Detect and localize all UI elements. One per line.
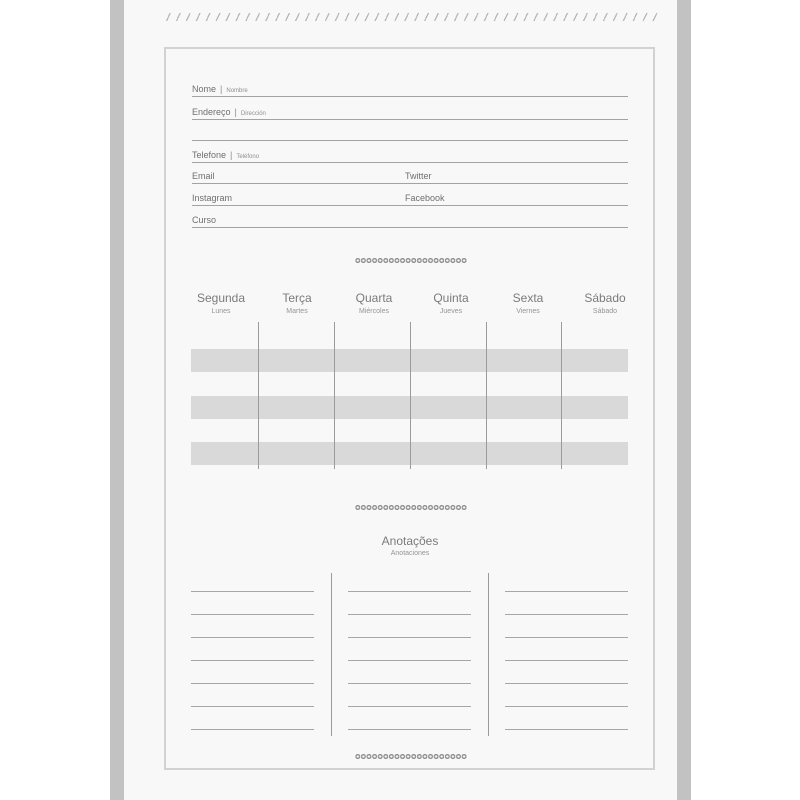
dot-divider-top: [355, 257, 467, 264]
notes-heading: Anotações Anotaciones: [381, 534, 439, 557]
note-line[interactable]: [191, 660, 314, 661]
schedule-column-divider: [258, 322, 259, 469]
schedule-column-divider: [334, 322, 335, 469]
day-header-saturday: Sábado Sábado: [584, 291, 626, 315]
note-line[interactable]: [505, 591, 628, 592]
dot-divider-middle: [355, 504, 467, 511]
schedule-column-divider: [410, 322, 411, 469]
day-header-monday: Segunda Lunes: [196, 291, 246, 315]
note-line[interactable]: [348, 591, 471, 592]
facebook-field-label: Facebook: [405, 193, 445, 203]
note-line[interactable]: [505, 729, 628, 730]
address-field-line[interactable]: [192, 119, 628, 120]
address-field-line-2[interactable]: [192, 140, 628, 141]
note-line[interactable]: [348, 683, 471, 684]
schedule-column-divider: [486, 322, 487, 469]
day-header-thursday: Quinta Jueves: [433, 291, 469, 315]
name-field-label: Nome | Nombre: [192, 84, 248, 94]
right-edge-bar: [677, 0, 691, 800]
name-field-line[interactable]: [192, 96, 628, 97]
note-line[interactable]: [505, 683, 628, 684]
note-line[interactable]: [348, 706, 471, 707]
note-line[interactable]: [348, 660, 471, 661]
note-line[interactable]: [348, 614, 471, 615]
notes-column-divider: [488, 573, 489, 736]
phone-field-label: Telefone | Teléfono: [192, 150, 260, 160]
day-header-wednesday: Quarta Miércoles: [355, 291, 393, 315]
hatch-pattern: [164, 13, 660, 21]
instagram-field-label: Instagram: [192, 193, 233, 203]
note-line[interactable]: [505, 614, 628, 615]
note-line[interactable]: [191, 591, 314, 592]
email-twitter-field-line[interactable]: [192, 183, 628, 184]
note-line[interactable]: [191, 683, 314, 684]
instagram-facebook-field-line[interactable]: [192, 205, 628, 206]
note-line[interactable]: [505, 637, 628, 638]
note-line[interactable]: [348, 729, 471, 730]
day-header-friday: Sexta Viernes: [512, 291, 544, 315]
left-edge-bar: [110, 0, 124, 800]
notes-column-divider: [331, 573, 332, 736]
course-field-line[interactable]: [192, 227, 628, 228]
twitter-field-label: Twitter: [405, 171, 432, 181]
dot-divider-bottom: [355, 753, 467, 760]
course-field-label: Curso: [192, 215, 217, 225]
phone-field-line[interactable]: [192, 162, 628, 163]
address-field-label: Endereço | Dirección: [192, 107, 266, 117]
email-field-label: Email: [192, 171, 215, 181]
note-line[interactable]: [191, 614, 314, 615]
note-line[interactable]: [191, 637, 314, 638]
note-line[interactable]: [505, 706, 628, 707]
schedule-column-divider: [561, 322, 562, 469]
note-line[interactable]: [348, 637, 471, 638]
note-line[interactable]: [191, 729, 314, 730]
note-line[interactable]: [505, 660, 628, 661]
note-line[interactable]: [191, 706, 314, 707]
day-header-tuesday: Terça Martes: [282, 291, 312, 315]
